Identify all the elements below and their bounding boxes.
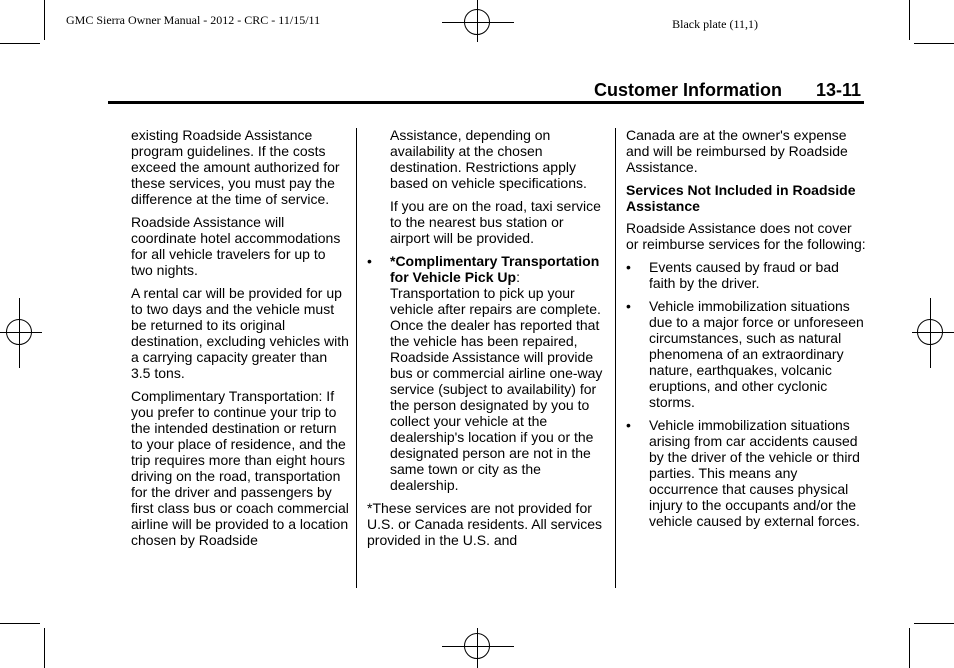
list-item-text: Events caused by fraud or bad faith by the driver.	[649, 259, 839, 291]
bullet-icon: •	[367, 253, 372, 269]
paragraph: *These services are not provided for U.S. or Canada residents. All services provided in the U.S. and	[367, 500, 602, 548]
paragraph: A rental car will be provided for up to two days and the vehicle must be returned to its original destination, excluding vehicles with a carrying capacity greater than 3.5 tons.	[131, 285, 349, 381]
paragraph: Roadside Assistance does not cover or reimburse services for the following:	[626, 220, 866, 252]
paragraph: existing Roadside Assistance program guidelines. If the costs exceed the amount authorized for these services, you must pay the difference at the time of service.	[131, 127, 340, 207]
bullet-icon: •	[626, 417, 631, 433]
list-item-text: Vehicle immobilization situations due to a major force or unforeseen circumstances, such as natural phenomena of an extraordinary nature, earthquakes, volcanic eruptions, and other cyclonic storms.	[649, 298, 864, 410]
list-item-text: Vehicle immobilization situations arising from car accidents caused by the driver of the vehicle or third parties. This means any occurrence that causes physical injury to the occupants and/or the vehicle caused by external forces.	[649, 417, 860, 529]
column-divider	[356, 128, 357, 588]
text-column-3	[626, 127, 866, 536]
paragraph: Canada are at the owner's expense and will be reimbursed by Roadside Assistance.	[626, 127, 848, 175]
list-item	[626, 298, 866, 410]
crop-mark	[909, 628, 910, 668]
list-item-text: : Transportation to pick up your vehicle after repairs are complete. Once the dealer has reported that the vehicle has been repaired, Roadside Assistance will provide bus or commercial airline one-way service (subject to availability) for the person designated by you to collect your vehicle at the dealership's location if you or the designated person are not in the same town or city as the dealership.	[390, 269, 603, 493]
paragraph: Roadside Assistance will coordinate hotel accommodations for all vehicle travelers for up to two nights.	[131, 214, 341, 278]
crop-mark	[914, 623, 954, 624]
crop-mark	[44, 628, 45, 668]
column-divider	[615, 128, 616, 588]
page-number: 13-11	[816, 80, 862, 100]
text-column-1	[131, 127, 349, 555]
bullet-icon: •	[626, 298, 631, 314]
subheading: Services Not Included in Roadside Assistance	[626, 182, 856, 214]
bullet-icon: •	[626, 259, 631, 275]
header-rule	[108, 101, 864, 104]
crop-mark	[909, 0, 910, 40]
list-item	[626, 417, 866, 529]
crop-mark	[44, 0, 45, 40]
paragraph: Assistance, depending on availability at the chosen destination. Restrictions apply based on vehicle specifications.	[390, 127, 587, 191]
print-header-left: GMC Sierra Owner Manual - 2012 - CRC - 11/15/11	[66, 13, 321, 27]
crop-mark	[914, 43, 954, 44]
list-item-heading: *Complimentary Transportation for Vehicle Pick Up	[390, 253, 600, 285]
crop-mark	[0, 623, 40, 624]
crop-mark	[0, 43, 40, 44]
paragraph: Complimentary Transportation: If you prefer to continue your trip to the intended destination or return to your place of residence, and the trip requires more than eight hours driving on the road, transportation for the driver and passengers by first class bus or coach commercial airline will be provided to a location chosen by Roadside	[131, 388, 349, 548]
list-item	[626, 259, 866, 291]
text-column-2	[367, 127, 607, 555]
print-header-right: Black plate (11,1)	[672, 17, 758, 31]
paragraph: If you are on the road, taxi service to the nearest bus station or airport will be provided.	[390, 198, 601, 246]
list-item	[367, 253, 607, 493]
section-title: Customer Information	[594, 80, 783, 100]
